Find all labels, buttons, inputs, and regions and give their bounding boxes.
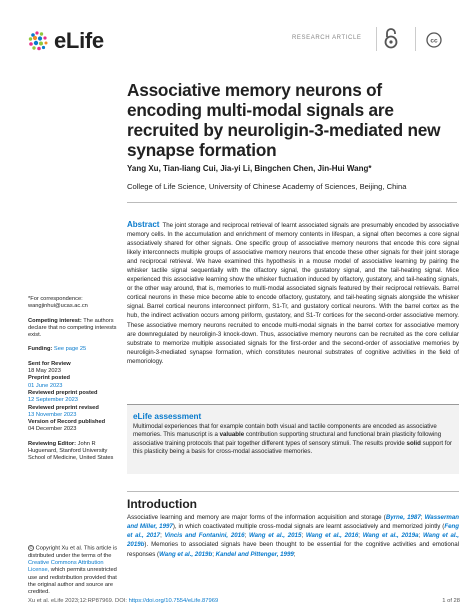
funding-label: Funding:	[28, 346, 53, 353]
introduction-text-part: Associative learning and memory are major forms of the information acquisition and storage (	[127, 514, 386, 521]
elife-dots-icon	[26, 29, 50, 53]
creative-commons-icon[interactable]	[426, 32, 442, 53]
correspondence-block	[28, 296, 123, 311]
publication-date-value: 04 December 2023	[28, 426, 77, 433]
publication-date-value[interactable]: 13 November 2023	[28, 411, 77, 418]
copyright-icon: ©	[29, 546, 33, 550]
introduction-text-part: ;	[293, 550, 296, 558]
correspondence-email[interactable]: wangjinhui@ucas.ac.cn	[28, 303, 88, 310]
assessment-top-rule	[127, 404, 459, 405]
citation-link[interactable]: Wang et al., 2015	[248, 532, 302, 540]
introduction-divider	[127, 491, 459, 492]
publication-date-item	[28, 390, 123, 405]
header-divider	[415, 27, 416, 51]
abstract-heading: Abstract	[127, 220, 160, 229]
citation-link[interactable]: Wang et al., 2016	[305, 532, 359, 540]
introduction-text-part: ;	[301, 532, 306, 540]
assessment-text-part: Multimodal experiences that for example contain both visual and tactile components are encoded as associative memories. This manuscript is a	[133, 423, 437, 439]
article-type-label: RESEARCH ARTICLE	[292, 35, 362, 41]
competing-interest-text: The authors declare that no competing interests exist.	[28, 317, 117, 339]
author-affiliation: College of Life Science, University of Chinese Academy of Sciences, Beijing, China	[127, 182, 407, 191]
abstract-text: The joint storage and reciprocal retrieval of learnt associated signals are presumably encoded by associative memory cells. In the accumulation and enrichment of memory contents in lifespan, a signal often becomes a core signal associatively shared for other signals. One specific group of associative memory neurons that encode this core signal likely interconnects multiple groups of associative memory neurons that encode these other signals for their joint storage and reciprocal retrieval. We have examined this hypothesis in a mouse model of associative learning by pairing the whisker tactile signal sequentially with the olfactory signal, the gustatory signal, and the tail-heating signal. Mice experienced this associative learning show the whisker fluctuation induced by olfactory, gustatory, and tail-heating signals, or the other way around, that is, memories to multi-modal associated signals featured by their reciprocal retrievals. Barrel cortical neurons in these mice become able to encode olfactory, gustatory, and tail-heating signals alongside the whisker signal. Barrel cortical neurons interconnect piriform, S1-Tr, and gustatory cortical neurons. With the barrel cortex as the hub, the indirect activation occurs among piriform, gustatory, and S1-Tr cortices for the second-order associative memory. These associative memory neurons recruited to encode multi-modal signals in the barrel cortex for associative memory are downregulated by neuroligin-3 knock-down. Thus, associative memory neurons can be recruited as the core cellular substrate to memorize multiple associated signals for the first-order and the second-order of associative memories by neuroligin-3-mediated synapse formation, which constitutes neuronal substrates of cognitive activities in the field of memoriology.	[127, 222, 459, 365]
publication-date-item	[28, 361, 123, 376]
citation-link[interactable]: Byrne, 1987	[385, 514, 421, 521]
assessment-text-part: contribution supporting structural and functional brain plasticity following associative training protocols that pair together different types of sensory stimuli. The results provide	[133, 431, 442, 447]
publication-date-value: 18 May 2023	[28, 368, 61, 375]
author-list: Yang Xu, Tian-liang Cui, Jia-yi Li, Bingchen Chen, Jin-Hui Wang*	[127, 164, 372, 173]
publication-date-label: Preprint posted	[28, 375, 71, 382]
logo-text: eLife	[54, 28, 104, 53]
elife-logo[interactable]	[26, 28, 104, 54]
citation-link[interactable]: Wasserman and Miller, 1997	[127, 514, 459, 531]
article-title: Associative memory neurons of encoding multi-modal signals are recruited by neuroligin-3-mediated new synapse formation	[127, 80, 441, 160]
introduction-text-part: ), in which coactivated multiple cross-modal signals are learnt associatively and memorized jointly (	[172, 523, 445, 531]
title-divider	[127, 202, 457, 203]
reviewing-editor-block	[28, 441, 123, 463]
copyright-prefix: Copyright Xu et al. This article is distributed under the terms of the	[28, 545, 118, 559]
citation-link[interactable]: Wang et al., 2019a	[362, 532, 419, 540]
publication-date-label: Reviewed preprint posted	[28, 389, 98, 396]
citation-link[interactable]: Wang et al., 2019b	[127, 532, 460, 549]
introduction-text-part: ;	[358, 532, 363, 540]
svg-text:cc: cc	[430, 37, 438, 45]
introduction-text-part: ;	[244, 532, 249, 540]
copyright-suffix: which permits unrestricted use and redistribution provided that the original author and source are credited.	[28, 567, 117, 596]
open-access-lock-icon[interactable]	[384, 27, 398, 54]
page-number: 1 of 28	[442, 598, 460, 604]
introduction-text-part: ;	[160, 532, 165, 540]
correspondence-label: *For correspondence:	[28, 296, 83, 302]
reviewing-editor-text: John R Huguenard, Stanford University School of Medicine, United States	[28, 440, 114, 462]
publication-date-label: Sent for Review	[28, 360, 71, 367]
copyright-notice	[28, 545, 123, 597]
publication-date-item	[28, 375, 123, 390]
introduction-text-part: ;	[418, 532, 423, 540]
citation-link[interactable]: Wang et al., 2019b	[159, 550, 213, 558]
assessment-strength-term: solid	[406, 439, 421, 447]
publication-date-item	[28, 405, 123, 420]
introduction-text	[127, 513, 459, 559]
header-divider	[376, 27, 377, 51]
cc-license-link[interactable]: Creative Commons Attribution License,	[28, 560, 104, 574]
introduction-text-part: ;	[420, 514, 425, 521]
elife-assessment-box	[127, 404, 459, 474]
footer-doi-link[interactable]: https://doi.org/10.7554/eLife.87969	[128, 598, 219, 604]
citation-link[interactable]: Kandel and Pittenger, 1999	[215, 550, 294, 558]
assessment-heading: eLife assessment	[133, 412, 202, 421]
abstract	[127, 220, 459, 366]
assessment-text-part: support for this plasticity being a basis for cross-modal associative memories.	[133, 439, 452, 456]
introduction-text-part: ). Memories to associated signals have been thought to be essential for the cognitive activities and emotional responses (	[127, 541, 459, 558]
publication-date-value[interactable]: 12 September 2023	[28, 397, 78, 404]
introduction-text-part: ;	[212, 550, 216, 558]
publication-date-value[interactable]: 01 June 2023	[28, 382, 63, 389]
assessment-text	[133, 423, 453, 457]
page-header	[0, 0, 474, 80]
competing-interest-block	[28, 318, 123, 340]
funding-block	[28, 346, 123, 353]
citation-link[interactable]: Feng et al., 2017	[127, 523, 459, 540]
publication-history	[28, 361, 123, 434]
publication-date-label: Version of Record published	[28, 419, 106, 426]
reviewing-editor-label: Reviewing Editor:	[28, 440, 77, 447]
article-info-sidebar	[28, 296, 123, 470]
publication-date-item	[28, 419, 123, 434]
funding-link[interactable]: See page 25	[53, 346, 87, 353]
assessment-significance-term: valuable	[219, 431, 245, 439]
footer-citation: Xu et al. eLife 2023;12:RP87969. DOI:	[28, 598, 127, 604]
citation-link[interactable]: Vincis and Fontanini, 2016	[164, 532, 245, 540]
competing-interest-label: Competing interest:	[28, 317, 82, 324]
page-footer	[28, 598, 460, 604]
publication-date-label: Reviewed preprint revised	[28, 404, 99, 411]
introduction-heading: Introduction	[127, 497, 197, 511]
